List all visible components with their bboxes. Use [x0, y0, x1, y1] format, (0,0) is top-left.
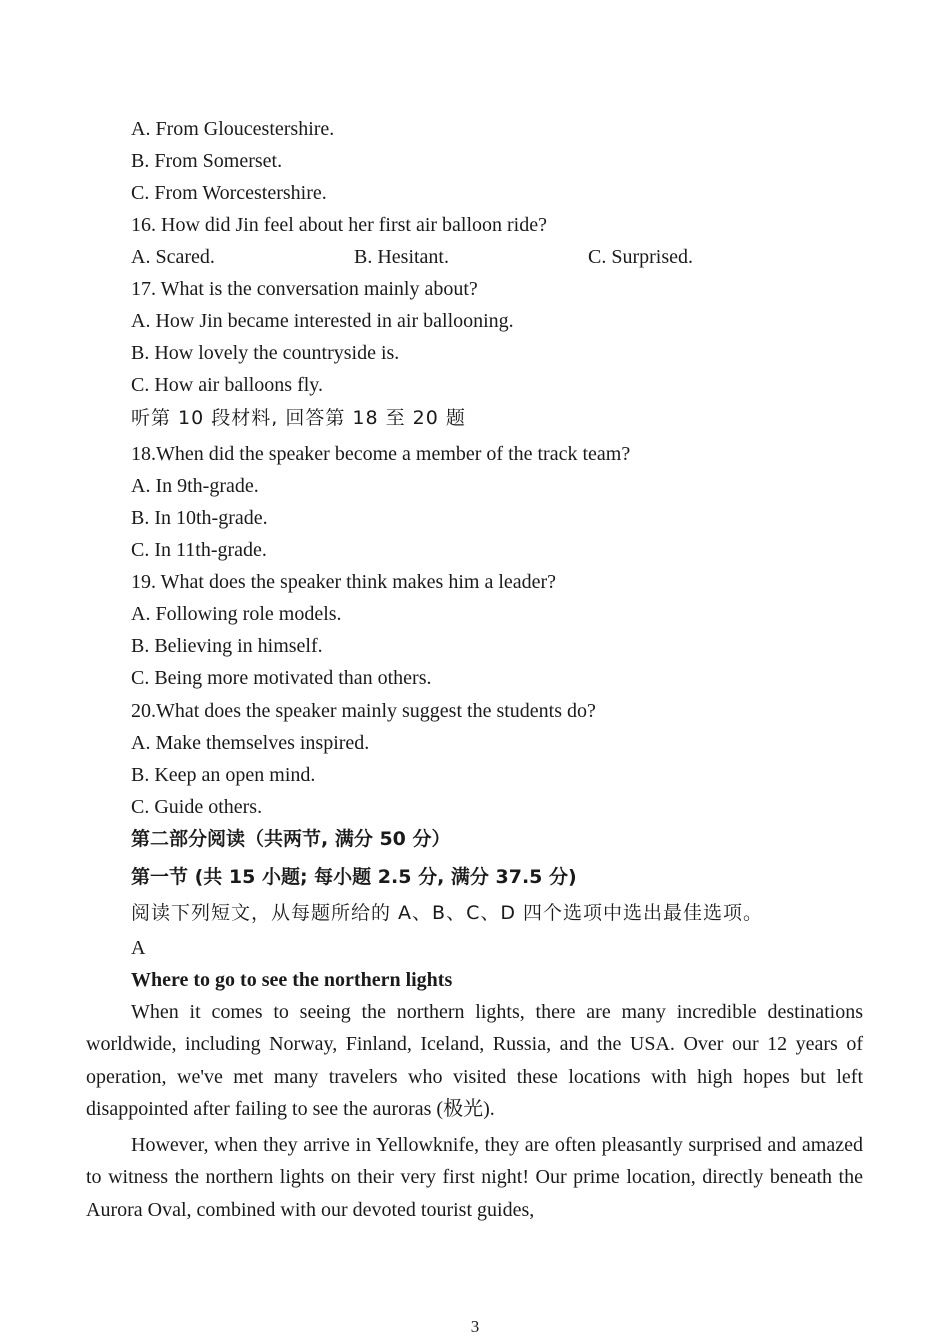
q15-option-b: B. From Somerset. — [131, 150, 283, 172]
q18-option-c: C. In 11th-grade. — [131, 539, 267, 561]
q17-option-b: B. How lovely the countryside is. — [131, 342, 400, 364]
q16-question: 16. How did Jin feel about her first air balloon ride? — [131, 214, 547, 236]
section10-instruction: 听第 10 段材料, 回答第 18 至 20 题 — [131, 407, 466, 429]
passage-paragraph-1: When it comes to seeing the northern lights, there are many incredible destinations worldwide, including Norway, Finland, Iceland, Russia, and the USA. Over our 12 years of operation, we've met many travelers who visited these locations with high hopes but left disappointed after failing to see the auroras (极光). — [86, 1001, 863, 1120]
q15-option-a: A. From Gloucestershire. — [131, 118, 335, 140]
passage-paragraph-2: However, when they arrive in Yellowknife, they are often pleasantly surprised and amazed to witness the northern lights on their very first night! Our prime location, directly beneath the Aurora Oval, combined with our devoted tourist guides, — [86, 1134, 863, 1221]
section1-heading: 第一节 (共 15 小题; 每小题 2.5 分, 满分 37.5 分) — [131, 866, 577, 888]
q17-option-c: C. How air balloons fly. — [131, 374, 324, 396]
q16-option-a: A. Scared. — [131, 246, 215, 268]
q15-option-c: C. From Worcestershire. — [131, 182, 327, 204]
q19-option-a: A. Following role models. — [131, 603, 342, 625]
q18-option-a: A. In 9th-grade. — [131, 475, 259, 497]
q17-option-a: A. How Jin became interested in air ballooning. — [131, 310, 514, 332]
q19-option-c: C. Being more motivated than others. — [131, 667, 432, 689]
q17-question: 17. What is the conversation mainly about? — [131, 278, 478, 300]
q18-question: 18.When did the speaker become a member of the track team? — [131, 443, 631, 465]
q18-option-b: B. In 10th-grade. — [131, 507, 268, 529]
q20-question: 20.What does the speaker mainly suggest the students do? — [131, 700, 596, 722]
q20-option-b: B. Keep an open mind. — [131, 764, 316, 786]
page-number: 3 — [470, 1317, 480, 1336]
passage-label: A — [131, 937, 146, 959]
q19-question: 19. What does the speaker think makes him a leader? — [131, 571, 557, 593]
q16-option-c: C. Surprised. — [588, 246, 693, 268]
q20-option-c: C. Guide others. — [131, 796, 263, 818]
reading-instruction: 阅读下列短文，从每题所给的 A、B、C、D 四个选项中选出最佳选项。 — [131, 902, 764, 924]
passage-title: Where to go to see the northern lights — [131, 969, 453, 991]
q19-option-b: B. Believing in himself. — [131, 635, 323, 657]
q16-option-b: B. Hesitant. — [354, 246, 449, 268]
q20-option-a: A. Make themselves inspired. — [131, 732, 370, 754]
part2-heading: 第二部分阅读（共两节, 满分 50 分） — [131, 828, 451, 850]
